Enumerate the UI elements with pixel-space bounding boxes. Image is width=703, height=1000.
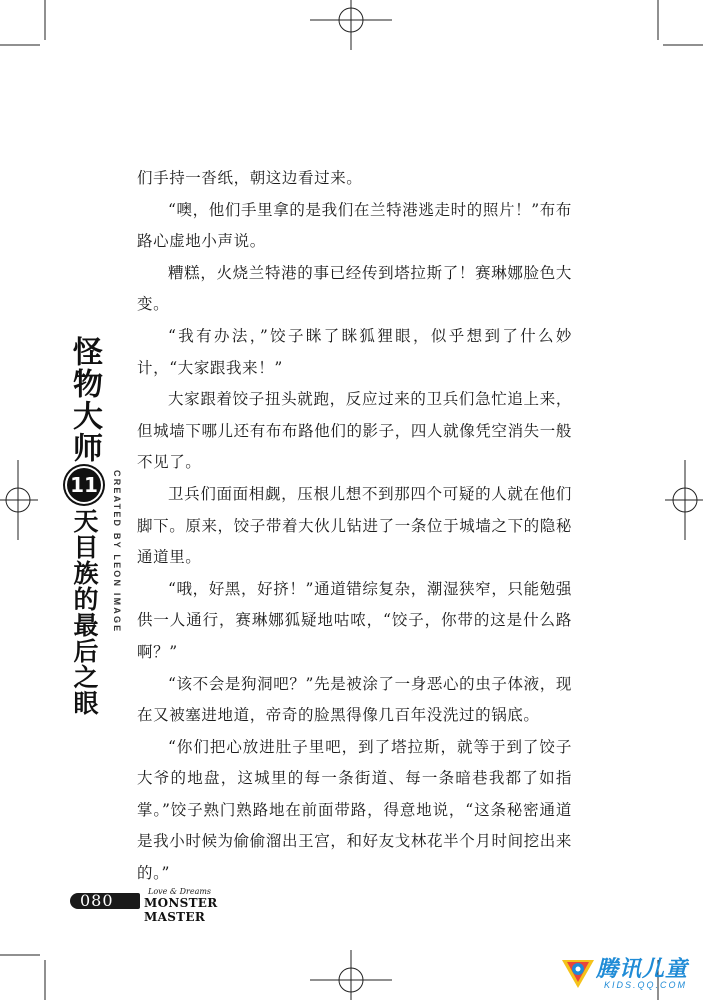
logo-icon: [558, 952, 598, 992]
paragraph: “我有办法，”饺子眯了眯狐狸眼，似乎想到了什么妙计，“大家跟我来！”: [137, 326, 572, 377]
watermark-text: 腾讯儿童: [596, 957, 689, 982]
paragraph: “该不会是狗洞吧？”先是被涂了一身恶心的虫子体液，现在又被塞进地道，帝奇的脸黑得像几百年没洗过的锅底。: [137, 674, 572, 725]
volume-badge: 11: [67, 468, 101, 502]
paragraph: 大家跟着饺子扭头就跑，反应过来的卫兵们急忙追上来，但城墙下哪儿还有布布路他们的影子，四人就像凭空消失一般不见了。: [137, 390, 572, 472]
series-title: 怪物大师: [67, 336, 102, 464]
book-title: 天目族的最后之眼: [70, 508, 99, 716]
side-title-block: [60, 336, 108, 720]
paragraph: 卫兵们面面相觑，压根儿想不到那四个可疑的人就在他们脚下。原来，饺子带着大伙儿钻进了一条位于城墙之下的隐秘通道里。: [137, 484, 572, 567]
author-credit: CREATED BY LEON IMAGE: [112, 470, 122, 634]
series-tagline: Love & Dreams: [148, 887, 212, 896]
paragraph: “你们把心放进肚子里吧，到了塔拉斯，就等于到了饺子大爷的地盘，这城里的每一条街道、每一条暗巷我都了如指掌。”饺子熟门熟路地在前面带路，得意地说，“这条秘密通道是我小时候为偷偷溜出王宫，和好友戈林花半个月时间挖出来的。”: [137, 737, 572, 883]
paragraph: “噢，他们手里拿的是我们在兰特港逃走时的照片！”布布路心虚地小声说。: [137, 200, 572, 251]
watermark-logo: [558, 952, 698, 994]
watermark-url: KIDS.QQ.COM: [604, 980, 688, 990]
body-text: [137, 163, 572, 890]
page-footer: [70, 887, 280, 924]
paragraph: 们手持一沓纸，朝这边看过来。: [137, 169, 363, 187]
paragraph: 糟糕，火烧兰特港的事已经传到塔拉斯了！赛琳娜脸色大变。: [137, 263, 572, 314]
paragraph: “哦，好黑，好挤！”通道错综复杂，潮湿狭窄，只能勉强供一人通行，赛琳娜狐疑地咕哝，“饺子，你带的这是什么路啊？”: [137, 579, 572, 661]
page-number: 080: [80, 891, 114, 910]
series-english-title: MONSTER MASTER: [144, 896, 218, 924]
